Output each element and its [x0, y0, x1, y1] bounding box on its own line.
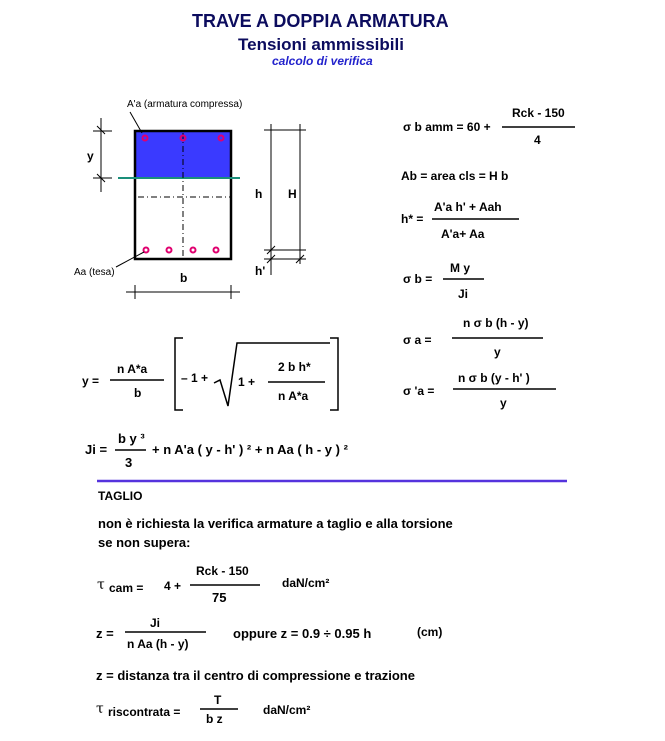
ji-den: 3 [125, 455, 133, 470]
y-inner-num: 2 b h* [278, 360, 311, 374]
dim-label-b: b [180, 271, 188, 285]
tau-ris-unit: daN/cm² [263, 703, 311, 717]
hstar-num: A'a h' + Aah [434, 200, 502, 214]
page-subtitle: Tensioni ammissibili [238, 35, 404, 54]
bottom-bar [191, 248, 196, 253]
z-oppure: oppure z = 0.9 ÷ 0.95 h [233, 626, 372, 641]
sigma-amm-lhs: σ b amm = 60 + [403, 120, 491, 134]
z-num: Ji [150, 616, 161, 630]
tau-cam-sub: cam = [109, 581, 144, 595]
tau-cam-symbol: τ [97, 577, 105, 593]
sigma-pa-num: n σ b (y - h' ) [458, 371, 530, 385]
sigma-amm-num: Rck - 150 [512, 106, 565, 120]
tensile-bars-label: Aa (tesa) [74, 267, 115, 278]
calc-note: calcolo di verifica [272, 54, 373, 68]
page-title: TRAVE A DOPPIA ARMATURA [192, 11, 449, 31]
tau-cam-const: 4 + [164, 579, 182, 593]
ji-lhs: Ji = [85, 442, 108, 457]
sigma-pa-den: y [500, 396, 507, 410]
bottom-bar [144, 248, 149, 253]
sigma-b-den: Ji [458, 287, 469, 301]
dim-label-h: h [255, 187, 263, 201]
tau-ris-sub: riscontrata = [108, 705, 181, 719]
y-num: n A*a [117, 362, 148, 376]
tau-ris-den: b z [206, 712, 223, 726]
sigma-b-num: M y [450, 261, 471, 275]
z-unit: (cm) [417, 625, 443, 639]
taglio-line-1: non è richiesta la verifica armature a taglio e alla torsione [98, 516, 453, 531]
area-formula: Ab = area cls = H b [401, 169, 509, 183]
tau-cam-den: 75 [212, 590, 227, 605]
y-one-plus: 1 + [238, 375, 256, 389]
bottom-bar [167, 248, 172, 253]
tau-ris-symbol: τ [96, 701, 104, 717]
right-bracket [330, 338, 338, 410]
hstar-lhs: h* = [401, 212, 424, 226]
sigma-a-lhs: σ a = [403, 333, 432, 347]
ji-rest: + n A'a ( y - h' ) ² + n Aa ( h - y ) ² [152, 442, 348, 457]
tau-cam-unit: daN/cm² [282, 576, 330, 590]
dim-label-H: H [288, 187, 297, 201]
y-inner-den: n A*a [278, 389, 309, 403]
tau-ris-num: T [214, 693, 222, 707]
sqrt-sign [214, 343, 330, 406]
taglio-heading: TAGLIO [98, 489, 143, 503]
z-lhs: z = [96, 626, 114, 641]
y-minus-one: – 1 + [181, 371, 209, 385]
z-den: n Aa (h - y) [127, 637, 189, 651]
tau-cam-num: Rck - 150 [196, 564, 249, 578]
y-den: b [134, 386, 142, 400]
sigma-a-num: n σ b (h - y) [463, 316, 529, 330]
hstar-den: A'a+ Aa [441, 227, 485, 241]
sigma-pa-lhs: σ 'a = [403, 384, 435, 398]
bottom-bar [214, 248, 219, 253]
ji-num: b y ³ [118, 431, 145, 446]
sigma-b-lhs: σ b = [403, 272, 433, 286]
z-definition: z = distanza tra il centro di compressione e trazione [96, 668, 415, 683]
sigma-a-den: y [494, 345, 501, 359]
y-lhs: y = [82, 374, 100, 388]
taglio-line-2: se non supera: [98, 535, 191, 550]
sigma-amm-den: 4 [534, 133, 541, 147]
dim-label-hp: h' [255, 264, 266, 278]
compressed-bars-label: A'a (armatura compressa) [127, 99, 243, 110]
dim-label-y: y [87, 149, 94, 163]
